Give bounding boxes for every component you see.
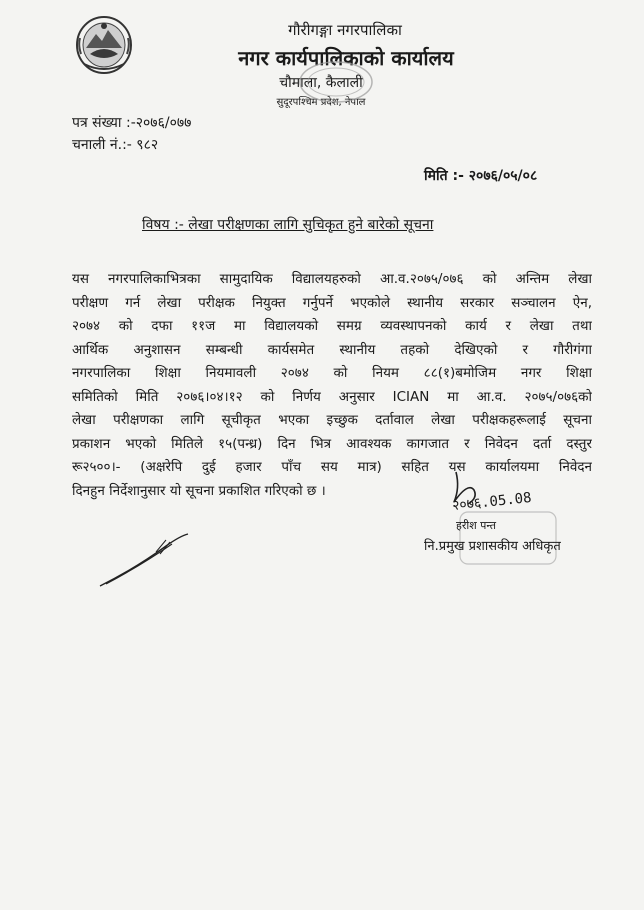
body-line: प्रकाशन भएको मितिले १५(पन्ध्र) दिन भित्र आवश्यक कागजात र निवेदन दर्ता दस्तुर [72,435,592,452]
signature-date: २०७६.05.08 [451,489,533,515]
notice-date: मिति :- २०७६/०५/०८ [424,168,538,184]
signatory-name: हरीश पन्त [456,519,497,532]
body-line: दिनहुन निर्देशानुसार यो सूचना प्रकाशित गरिएको छ । [72,482,326,499]
signatory-title: नि.प्रमुख प्रशासकीय अधिकृत [424,539,561,554]
body-line: २०७४ को दफा ११ज मा विद्यालयको समग्र व्यवस्थापनको कार्य र लेखा तथा [72,318,592,334]
office-name: नगर कार्यपालिकाको कार्यालय [238,46,454,70]
body-line: आर्थिक अनुशासन सम्बन्धी कार्यसमेत स्थानीय तहको देखिएको र गौरीगंगा [72,341,592,358]
office-place: चौमाला, कैलाली [279,75,363,91]
notice-subject: विषय :- लेखा परीक्षणका लागि सुचिकृत हुने बारेको सूचना [142,217,434,233]
pen-scrawl [96,528,200,592]
body-line: समितिको मिति २०७६।०४।१२ को निर्णय अनुसार ICIAN मा आ.व. २०७५/०७६को [72,388,592,405]
nepal-government-emblem-icon [74,14,134,76]
office-province: सुदूरपश्चिम प्रदेश, नेपाल [276,97,366,108]
letter-number: पत्र संख्या :-२०७६/०७७ [72,115,192,131]
body-line: यस नगरपालिकाभित्रका सामुदायिक विद्यालयहरुको आ.व.२०७५/०७६ को अन्तिम लेखा [72,271,592,287]
body-line: परीक्षण गर्न लेखा परीक्षक नियुक्त गर्नुपर्ने भएकोले स्थानीय सरकार सञ्चालन ऐन, [72,294,592,311]
body-line: रू२५००।- (अक्षरेपि दुई हजार पाँच सय मात्र) सहित यस कार्यालयमा निवेदन [72,459,592,475]
dispatch-number: चनाली नं.:- ९८२ [72,137,159,153]
body-line: नगरपालिका शिक्षा नियमावली २०७४ को नियम ८८(१)बमोजिम नगर शिक्षा [72,365,592,381]
municipality-name: गौरीगङ्गा नगरपालिका [288,21,402,39]
office-seal-icon [296,58,376,106]
body-line: लेखा परीक्षणका लागि सूचीकृत भएका इच्छुक दर्तावाल लेखा परीक्षकहरूलाई सूचना [72,412,592,428]
